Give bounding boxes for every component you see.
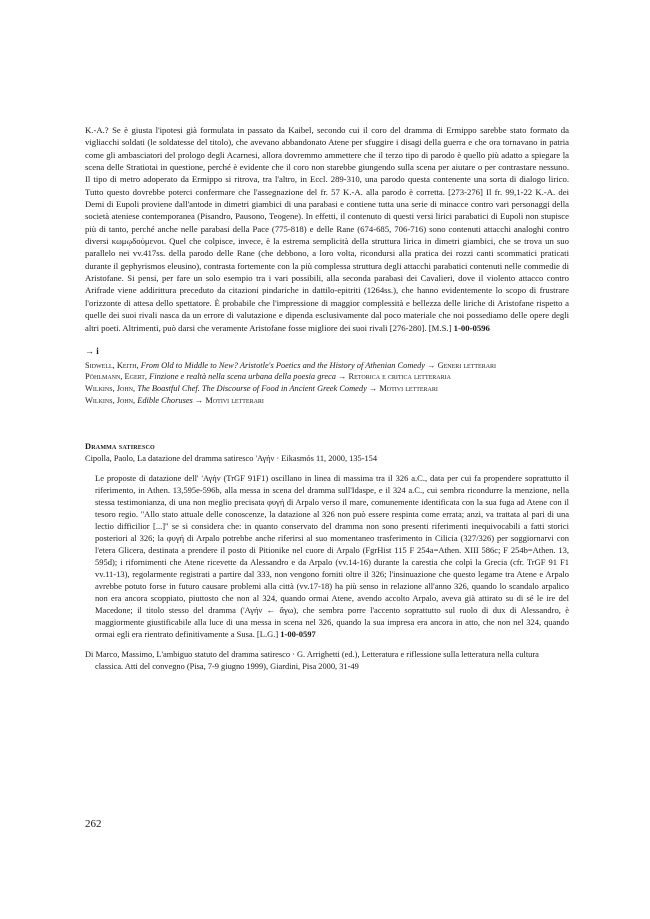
cross-reference-target[interactable]: Retorica e critica letteraria [348,372,451,382]
cross-reference-author: Sidwell, Keith, [85,360,139,370]
cross-reference-title: Finzione e realtà nella scena urbana della poesia greca [149,372,336,382]
cross-reference-item [85,383,569,395]
cross-reference-target[interactable]: Generi letterari [437,360,497,370]
entry-abstract-text: Le proposte di datazione dell' 'Αγήν (TrGF 91F1) oscillano in linea di massima tra il 326 a.C., data per cui fa propendere soprattutto il riferimento, in Athen. 13,595e-596b, alla messa in scena del dramma sull'Idaspe, e il 324 a.C., cui sembra ricondurre la menzione, nella stessa testimonianza, di una non meglio precisata φυγή di Arpalo verso il mare, comunemente identificata con la sua fuga ad Atene con il tesoro regio. "Allo stato attuale delle conoscenze, la datazione al 326 non può essere respinta come errata; anzi, va trattata al pari di una lectio difficilior [...]" se si considera che: in quanto conservato del dramma non sono presenti riferimenti inequivocabili a fatti storici posteriori al 326; la φυγή di Arpalo potrebbe anche riferirsi al suo momentaneo trasferimento in Cilicia (327/326) per soggiornarvi con l'etera Glicera, destinata a prendere il posto di Pitionike nel cuore di Arpalo (FgrHist 115 F 254a=Athen. XIII 586c; F 254b=Athen. 13, 595d); i rifornimenti che Atene ricevette da Alessandro e da Arpalo (vv.14-16) durante la carestia che colpì la Grecia (cfr. TrGF 91 F1 vv.11-13), regolarmente registrati a partire dal 333, non vengono forniti oltre il 326; l'insinuazione che questo legame tra Atene e Arpalo avrebbe potuto forse in futuro causare problemi alla città (vv.17-18) ha più senso in relazione all'anno 326, quando lo scandalo arpalico non era ancora scoppiato, piuttosto che non al 324, quando ormai Atene, avendo accolto Arpalo, aveva già attirato su di sé le ire del Macedone; il titolo stesso del dramma ('Αγήν ← ἄγω), che sembra porre l'accento soprattutto sul ruolo di dux di Alessandro, è maggiormente giustificabile alla luce di una messa in scena nel 326, quando la sua impresa era ancora in atto, che non nel 324, quando ormai egli era rientrato definitivamente a Susa. [95,473,569,639]
page-number: 262 [85,818,102,830]
cross-reference-item [85,371,569,383]
arrow-icon: → [368,384,378,394]
arrow-icon: → [338,372,347,382]
cross-reference-target[interactable]: Motivi letterari [205,395,264,405]
cross-reference-list [85,360,569,406]
arrow-icon: → [427,360,436,370]
cross-reference-title: From Old to Middle to New? Aristotle's Poetics and the History of Athenian Comedy [140,360,426,370]
bibliography-entry [85,453,569,640]
cross-reference-title: The Boastful Chef. The Discourse of Food in Ancient Greek Comedy [137,384,367,394]
entry-reference-id: 1-00-0597 [280,628,316,639]
entry-signature: [L.G.] [256,628,279,639]
reference-id: 1-00-0596 [453,322,490,333]
cross-reference-author: Pöhlmann, Egert, [85,372,148,382]
cross-reference-item [85,360,569,372]
bibliography-entry [85,649,569,672]
section-heading: Dramma satiresco [85,442,155,452]
cross-reference-author: Wilkins, John, [85,395,136,405]
cross-reference-item [85,395,569,407]
arrow-icon: → [194,395,204,405]
top-paragraph [85,124,569,334]
top-paragraph-text: K.-A.? Se è giusta l'ipotesi già formulata in passato da Kaibel, secondo cui il coro del dramma di Ermippo sarebbe stato formato da vigliacchi soldati (le soldatesse del titolo), che avevano abbandonato Atene per sfuggire i disagi della guerra e che ora tornavano in patria come gli ambasciatori del prologo degli Acarnesi, allora dovremmo ammettere che il terzo tipo di parodo è quello più adatto a spiegare la scena delle Stratiotai in questione, perché è evidente che il coro non starebbe giungendo sulla scena per aiutare o per contrastare nessuno. Il tipo di metro adoperato da Ermippo si ritrova, tra l'altro, in Eccl. 289-310, una parodo questa contenente una sorta di dialogo lirico. Tutto questo dovrebbe poterci confermare che l'assegnazione del fr. 57 K.-A. alla parodo è corretta. [273-276] Il fr. 99,1-22 K.-A. dei Demi di Eupoli proviene dall'antode in dimetri giambici di una parabasi e contiene tutta una serie di minacce contro vari personaggi della società ateniese contemporanea (Pisandro, Pausono, Teogene). In effetti, il contenuto di questi versi lirici parabatici di Eupoli non stupisce più di tanto, perché anche nelle parabasi della Pace (775-818) e delle Rane (674-685, 706-716) sono contenuti attacchi analoghi contro diversi κωμῳδούμενοι. Quel che colpisce, invece, è la estrema semplicità della struttura lirica in dimetri giambici, che se trova un suo parallelo nei vv.417ss. della parodo delle Rane (che debbono, a loro volta, ricondursi alla pratica dei rozzi canti scommatici praticati durante il gephyrismos eleusino), contrasta fortemente con la più complessa struttura degli attacchi parabatici contenuti nelle commedie di Aristofane. Si pensi, per fare un solo esempio tra i vari possibili, alla seconda parabasi dei Cavalieri, dove il violento attacco contro Arifrade viene addirittura preceduto da citazioni pindariche in dattilo-epitriti (1264ss.), che hanno evidentemente lo scopo di frustrare l'orizzonte di attesa dello spettatore. È probabile che l'impressione di maggior complessità e bellezza delle liriche di Aristofane rispetto a quelle dei suoi rivali nasca da un errore di valutazione e dipenda esclusivamente dal poco materiale che noi possediamo delle opere degli altri poeti. Altrimenti, può darsi che veramente Aristofane fosse migliore dei suoi rivali [276-280]. [M.S.] [85,125,569,333]
cross-reference-title: Edible Choruses [137,395,193,405]
entry-citation: Di Marco, Massimo, L'ambiguo statuto del dramma satiresco · G. Arrighetti (ed.), Letteratura e riflessione sulla letteratura nella cultura classica. Atti del convegno (Pisa, 7-9 giugno 1999), Giardini, Pisa 2000, 31-49 [85,650,539,671]
entry-abstract [95,473,569,640]
page-content [85,124,569,672]
cross-reference-marker: → i [85,345,99,356]
entry-citation: Cipolla, Paolo, La datazione del dramma satiresco 'Αγήν · Eikasmós 11, 2000, 135-154 [85,454,378,464]
cross-reference-author: Wilkins, John, [85,384,136,394]
cross-reference-target[interactable]: Motivi letterari [379,384,438,394]
